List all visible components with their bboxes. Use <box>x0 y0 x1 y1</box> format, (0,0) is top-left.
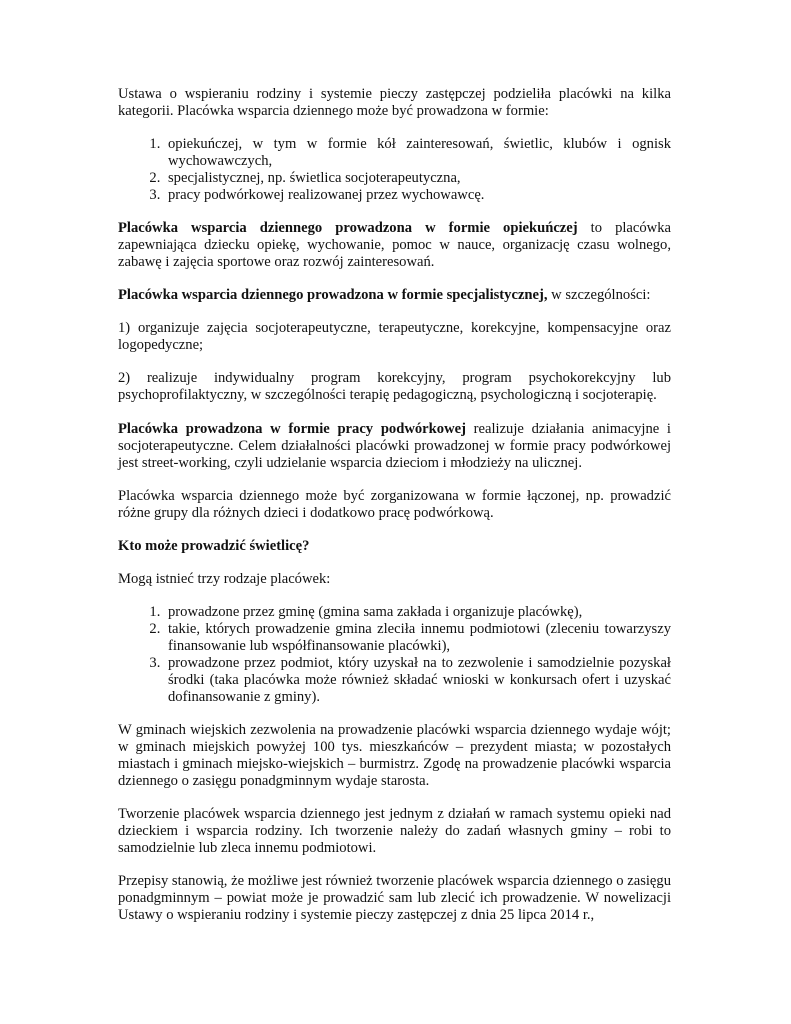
bold-lead: Placówka wsparcia dziennego prowadzona w formie specjalistycznej, <box>118 287 548 303</box>
types-list <box>118 604 671 706</box>
list-item: 1. opiekuńczej, w tym w formie kół zainteresowań, świetlic, klubów i ognisk wychowawczych, <box>164 136 671 170</box>
list-item: 2. specjalistycznej, np. świetlica socjoterapeutyczna, <box>164 170 671 187</box>
paragraph-point-2: 2) realizuje indywidualny program korekcyjny, program psychokorekcyjny lub psychoprofilaktyczny, w szczególności terapię pedagogiczną, psychologiczną i socjoterapię. <box>118 370 671 403</box>
paragraph-text: to placówka zapewniająca dziecku opiekę, wychowanie, pomoc w nauce, organizację czasu wolnego, zabawę i zajęcia sportowe oraz rozwój zainteresowań. <box>118 220 671 270</box>
paragraph-intro: Ustawa o wspieraniu rodziny i systemie pieczy zastępczej podzieliła placówki na kilka kategorii. Placówka wsparcia dziennego może być prowadzona w formie: <box>118 86 671 119</box>
section-heading: Kto może prowadzić świetlicę? <box>118 538 310 554</box>
paragraph-podworkowa <box>118 421 671 472</box>
paragraph-point-1: 1) organizuje zajęcia socjoterapeutyczne, terapeutyczne, korekcyjne, kompensacyjne oraz logopedyczne; <box>118 320 671 353</box>
bold-lead: Placówka wsparcia dziennego prowadzona w formie opiekuńczej <box>118 220 578 236</box>
list-item: 2. takie, których prowadzenie gmina zleciła innemu podmiotowi (zleceniu towarzyszy finansowanie lub współfinansowanie placówki), <box>164 621 671 655</box>
paragraph-types-intro: Mogą istnieć trzy rodzaje placówek: <box>118 571 331 587</box>
paragraph-opiekuncza <box>118 220 671 271</box>
list-item: 3. pracy podwórkowej realizowanej przez wychowawcę. <box>164 187 671 204</box>
paragraph-tworzenie: Tworzenie placówek wsparcia dziennego jest jednym z działań w ramach systemu opieki nad dzieckiem i wsparcia rodziny. Ich tworzenie należy do zadań własnych gminy – robi to samodzielnie lub zleca innemu podmiotowi. <box>118 806 671 856</box>
paragraph-laczona: Placówka wsparcia dziennego może być zorganizowana w formie łączonej, np. prowadzić różne grupy dla różnych dzieci i dodatkowo pracę podwórkową. <box>118 488 671 521</box>
paragraph-specjalistyczna <box>118 287 671 304</box>
paragraph-przepisy: Przepisy stanowią, że możliwe jest również tworzenie placówek wsparcia dziennego o zasięgu ponadgminnym – powiat może je prowadzić sam lub zlecić ich prowadzenie. W nowelizacji Ustawy o wspieraniu rodziny i systemie pieczy zastępczej z dnia 25 lipca 2014 r., <box>118 873 671 923</box>
bold-lead: Placówka prowadzona w formie pracy podwórkowej <box>118 421 466 437</box>
document-page <box>118 86 671 940</box>
paragraph-text: realizuje działania animacyjne i socjoterapeutyczne. Celem działalności placówki prowadzonej w formie pracy podwórkowej jest street-working, czyli udzielanie wsparcia dzieciom i młodzieży na ulicznej. <box>118 421 671 471</box>
list-item: 3. prowadzone przez podmiot, który uzyskał na to zezwolenie i samodzielnie pozyskał środki (taka placówka może również składać wnioski w konkursach ofert i uzyskać dofinansowanie z gminy). <box>164 655 671 706</box>
forms-list <box>118 136 671 204</box>
list-item: 1. prowadzone przez gminę (gmina sama zakłada i organizuje placówkę), <box>164 604 671 621</box>
paragraph-text: w szczególności: <box>547 287 651 303</box>
paragraph-zezwolenia: W gminach wiejskich zezwolenia na prowadzenie placówki wsparcia dziennego wydaje wójt; w gminach miejskich powyżej 100 tys. mieszkańców – prezydent miasta; w pozostałych miastach i gminach miejsko-wiejskich – burmistrz. Zgodę na prowadzenie placówki wsparcia dziennego o zasięgu ponadgminnym wydaje starosta. <box>118 722 671 789</box>
